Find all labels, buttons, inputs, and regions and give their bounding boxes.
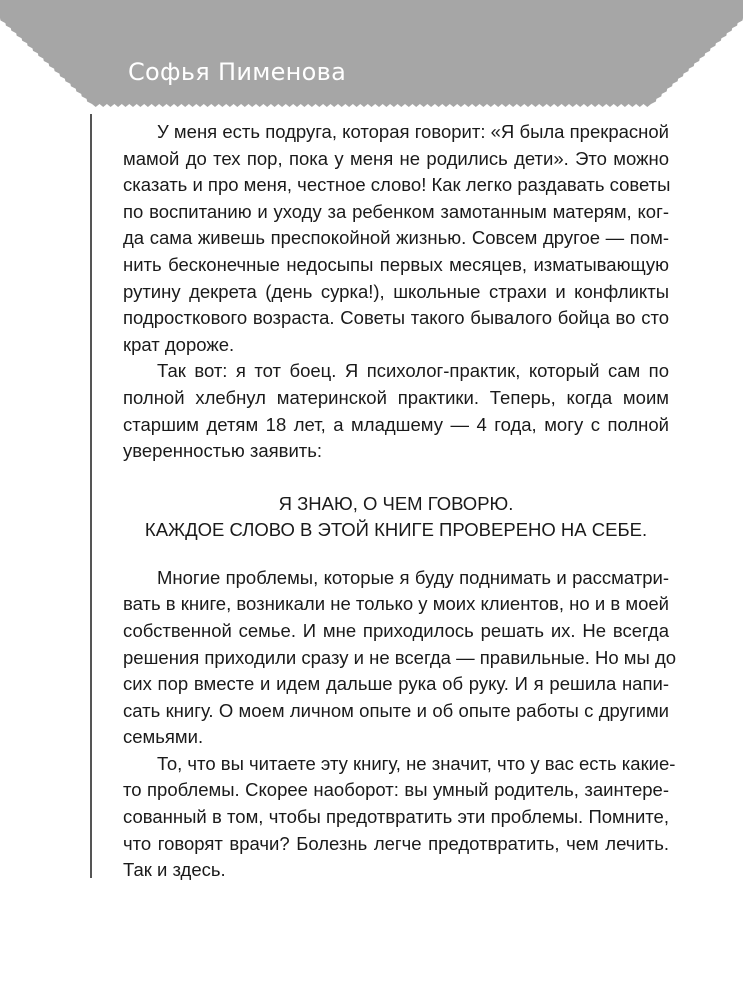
text-line: мамой до тех пор, пока у меня не родились дети». Это можно [123,147,669,169]
paragraph-4 [123,751,676,884]
emphasis-line: Я ЗНАЮ, О ЧЕМ ГОВОРЮ. [278,492,514,514]
text-line: сих пор вместе и идем дальше рука об руку. И я решила напи- [123,673,669,695]
text-line: Так вот: я тот боец. Я психолог-практик, который сам по [157,360,669,382]
margin-rule [90,114,92,878]
header-band [0,0,743,108]
text-line: подросткового возраста. Советы такого бывалого бойца во сто [123,307,669,329]
text-line: То, что вы читаете эту книгу, не значит, что у вас есть какие- [157,752,676,774]
paragraph-3 [123,565,677,751]
text-line: уверенностью заявить: [123,440,323,462]
paragraph-1 [123,119,669,358]
text-line: полной хлебнул материнской практики. Теперь, когда моим [123,386,669,408]
text-line: решения приходили сразу и не всегда — правильные. Но мы до [123,646,677,668]
text-line: то проблемы. Скорее наоборот: вы умный родитель, заинтере- [123,779,669,801]
text-line: по воспитанию и уходу за ребенком замотанным матерям, ког- [123,200,669,222]
emphasis-line: КАЖДОЕ СЛОВО В ЭТОЙ КНИГЕ ПРОВЕРЕНО НА СЕБЕ. [144,518,648,540]
header-band-shape [0,0,743,108]
text-line: что говорят врачи? Болезнь легче предотвратить, чем лечить. [123,832,669,854]
text-line: рутину декрета (день сурка!), школьные страхи и конфликты [123,280,669,302]
paragraph-2 [123,358,669,464]
author-name: Софья Пименова [128,58,347,86]
emphasis-block [123,491,669,543]
text-line: собственной семье. И мне приходилось решать их. Не всегда [123,619,669,641]
text-line: семьями. [123,726,204,748]
text-line: нить бесконечные недосыпы первых месяцев, изматывающую [123,253,669,275]
text-line: да сама живешь преспокойной жизнью. Совсем другое — пом- [123,227,669,249]
text-line: сать книгу. О моем личном опыте и об опыте работы с другими [123,699,669,721]
text-line: сованный в том, чтобы предотвратить эти проблемы. Помните, [123,806,669,828]
text-line: вать в книге, возникали не только у моих клиентов, но и в моей [123,593,669,615]
body-text [123,119,677,884]
text-line: У меня есть подруга, которая говорит: «Я была прекрасной [157,121,669,142]
text-line: Так и здесь. [123,859,226,881]
text-line: крат дороже. [123,333,235,355]
text-line: старшим детям 18 лет, а младшему — 4 года, могу с полной [123,413,669,435]
text-line: Многие проблемы, которые я буду поднимать и рассматри- [157,566,669,588]
text-line: сказать и про меня, честное слово! Как легко раздавать советы [123,174,671,196]
